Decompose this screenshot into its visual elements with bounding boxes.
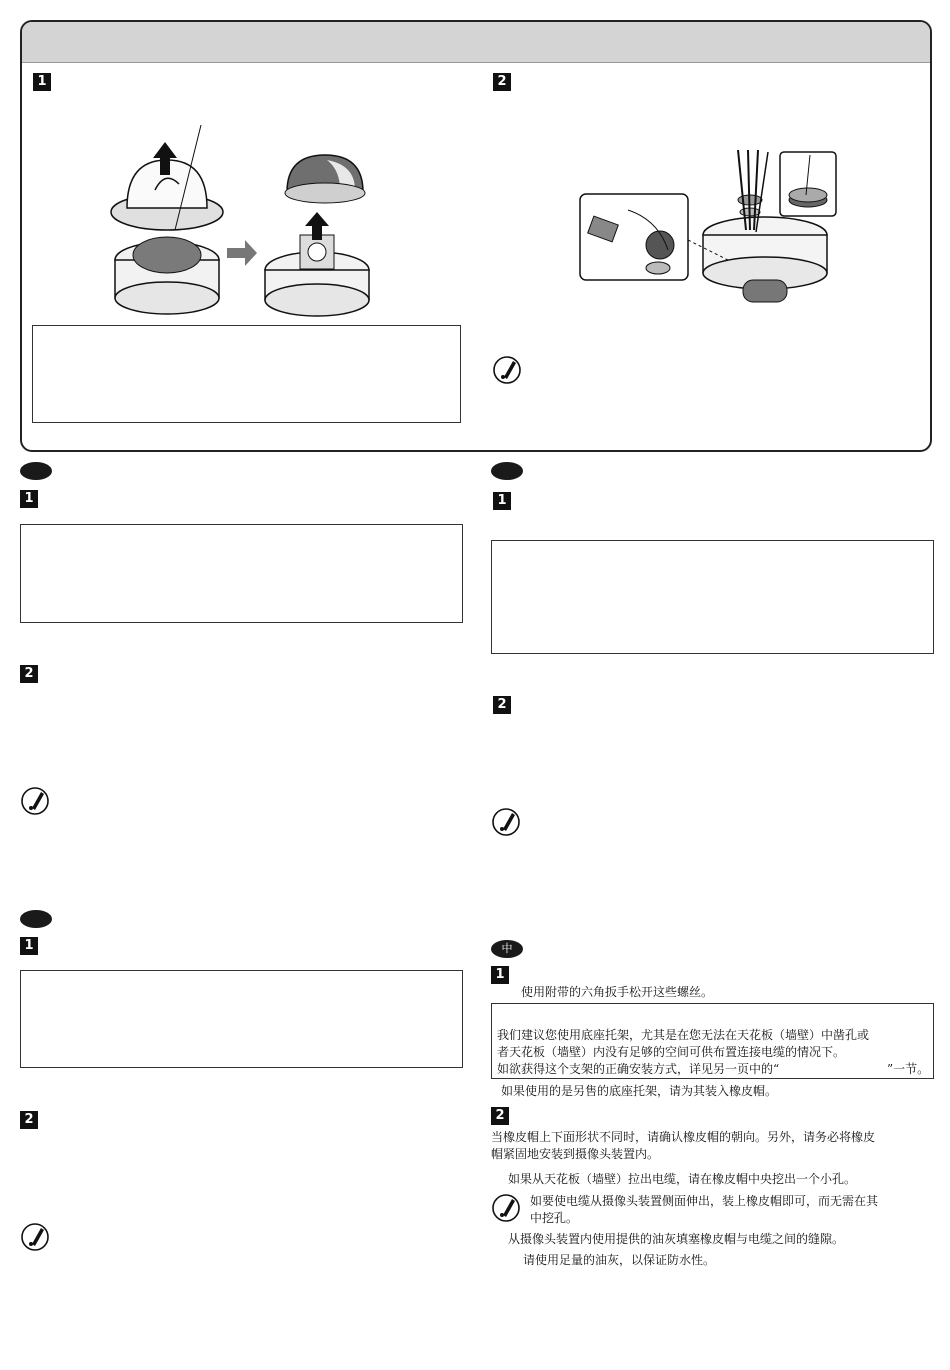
top-left-note-box bbox=[32, 325, 461, 423]
zh-note-line-3a: 如欲获得这个支架的正确安装方式，详见另一页中的“ bbox=[497, 1062, 780, 1076]
tip-icon bbox=[20, 786, 50, 816]
tip-icon bbox=[492, 355, 522, 385]
zh-step2-line-1: 当橡皮帽上下面形状不同时，请确认橡皮帽的朝向。另外，请务必将橡皮 bbox=[491, 1130, 876, 1144]
zh-step2-line-2: 帽紧固地安装到摄像头装置内。 bbox=[491, 1147, 660, 1161]
zh-note-line-1: 我们建议您使用底座托架，尤其是在您无法在天花板（墙壁）中凿孔或 bbox=[497, 1028, 870, 1042]
step-number-2: 2 bbox=[493, 696, 511, 714]
zh-hole-text: 如果从天花板（墙壁）拉出电缆，请在橡皮帽中央挖出一个小孔。 bbox=[508, 1172, 857, 1186]
zh-tip-line-2: 中挖孔。 bbox=[530, 1211, 579, 1225]
step-number-1: 1 bbox=[493, 492, 511, 510]
step-number-1: 1 bbox=[33, 73, 51, 91]
step-number-2: 2 bbox=[491, 1107, 509, 1125]
language-badge-right-1 bbox=[491, 462, 523, 480]
zh-note-line-3b: ”一节。 bbox=[887, 1062, 930, 1076]
note-box bbox=[491, 540, 934, 654]
zh-putty-note: 请使用足量的油灰，以保证防水性。 bbox=[523, 1253, 716, 1267]
language-badge-left-1 bbox=[20, 462, 52, 480]
zh-step1-text: 使用附带的六角扳手松开这些螺丝。 bbox=[521, 985, 714, 999]
top-panel-header bbox=[22, 22, 930, 63]
tip-icon bbox=[491, 807, 521, 837]
zh-tip-line-1: 如要使电缆从摄像头装置侧面伸出，装上橡皮帽即可，而无需在其 bbox=[530, 1194, 879, 1208]
zh-putty-text: 从摄像头装置内使用提供的油灰填塞橡皮帽与电缆之间的缝隙。 bbox=[508, 1232, 845, 1246]
step-number-2: 2 bbox=[493, 73, 511, 91]
zh-note-line-2: 者天花板（墙壁）内没有足够的空间可供布置连接电缆的情况下。 bbox=[497, 1045, 846, 1059]
step-number-1: 1 bbox=[491, 966, 509, 984]
tip-icon bbox=[20, 1222, 50, 1252]
language-badge-chinese: 中 bbox=[491, 940, 523, 958]
tip-icon bbox=[491, 1193, 521, 1223]
step-number-1: 1 bbox=[20, 937, 38, 955]
step-number-2: 2 bbox=[20, 1111, 38, 1129]
note-box bbox=[20, 970, 463, 1068]
note-box bbox=[20, 524, 463, 623]
step-number-2: 2 bbox=[20, 665, 38, 683]
rubber-cap-cable-illustration bbox=[578, 150, 840, 305]
dome-cover-removal-illustration bbox=[105, 120, 380, 320]
step-number-1: 1 bbox=[20, 490, 38, 508]
zh-after-note-text: 如果使用的是另售的底座托架，请为其装入橡皮帽。 bbox=[501, 1084, 778, 1098]
language-badge-left-2 bbox=[20, 910, 52, 928]
